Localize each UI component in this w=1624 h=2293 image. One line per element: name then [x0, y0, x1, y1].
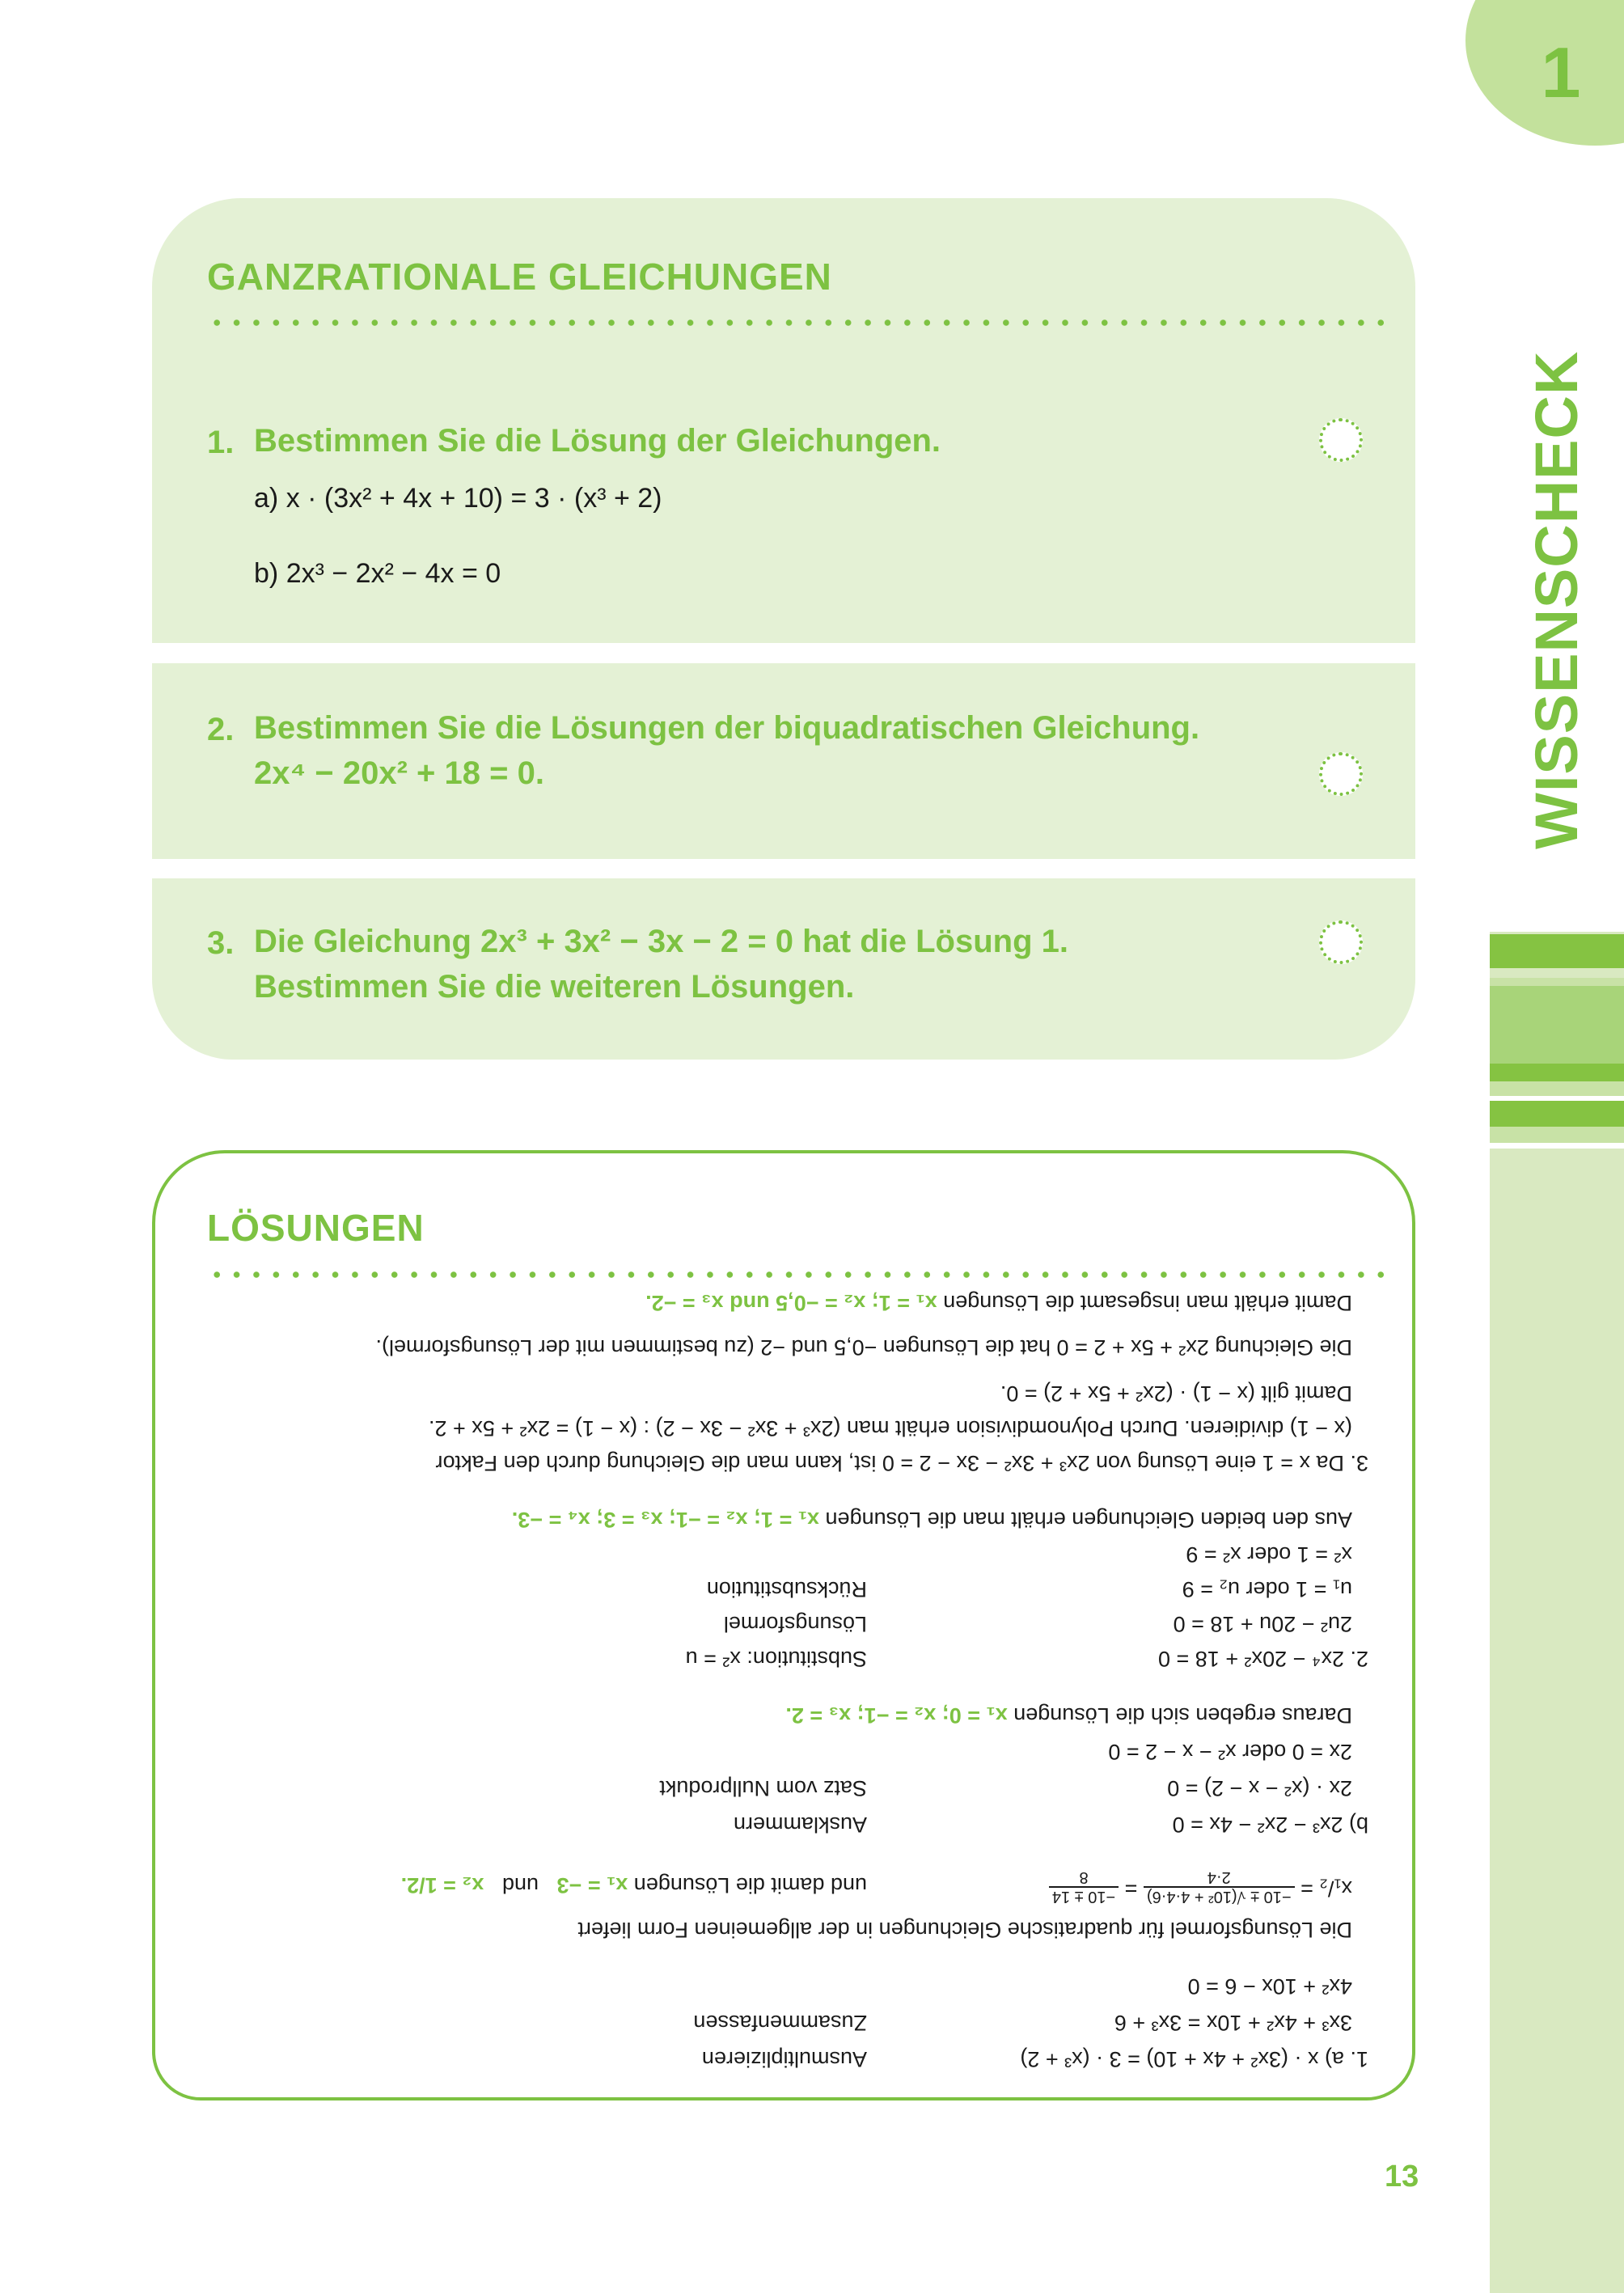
side-strip	[1490, 968, 1624, 978]
solution-line: x² = 1 oder x² = 9	[1186, 1542, 1352, 1567]
dotted-divider	[207, 319, 1391, 327]
side-strip	[1490, 1064, 1624, 1081]
fraction: −10 ± √(10² + 4·4·6) 2·4	[1144, 1868, 1295, 1906]
solution-text: Die Lösungsformel für quadratische Gleichungen in der allgemeinen Form liefert	[577, 1918, 1352, 1942]
solution-formula: x₁/₂ = −10 ± √(10² + 4·4·6) 2·4 = −10 ± 14 8	[1049, 1868, 1352, 1906]
question-text-2: Bestimmen Sie die weiteren Lösungen.	[254, 969, 855, 1005]
question-text: Bestimmen Sie die Lösung der Gleichungen.	[254, 423, 941, 459]
part-label: a)	[254, 483, 279, 514]
side-strip	[1490, 1101, 1624, 1127]
self-check-circle-icon[interactable]	[1319, 920, 1363, 964]
side-title-wissenscheck: WISSENSCHECK	[1523, 350, 1590, 849]
solution-line: 4x² + 10x − 6 = 0	[1187, 1974, 1352, 1999]
side-strip	[1490, 986, 1624, 1064]
solution-result: Daraus ergeben sich die Lösungen x₁ = 0; x₂ = −1; x₃ = 2.	[785, 1703, 1352, 1728]
side-strip	[1490, 1149, 1624, 2293]
question-equation: 2x⁴ − 20x² + 18 = 0.	[254, 755, 544, 791]
question-card-1	[152, 198, 1415, 643]
solution-hint: Lösungsformel	[723, 1612, 867, 1636]
solution-hint: Rücksubstitution	[706, 1577, 867, 1601]
question-part-a	[254, 483, 662, 514]
solution-line: u₁ = 1 oder u₂ = 9	[1182, 1577, 1352, 1601]
solution-hint: Ausmultiplizieren	[701, 2047, 867, 2071]
solution-result: Aus den beiden Gleichungen erhält man die Lösungen x₁ = 1; x₂ = −1; x₃ = 3; x₄ = −3.	[511, 1508, 1352, 1532]
solution-line: 3. Da x = 1 eine Lösung von 2x³ + 3x² − 3x − 2 = 0 ist, kann man die Gleichung durch den Faktor	[435, 1451, 1368, 1475]
question-card-2	[152, 663, 1415, 859]
solution-line: Die Gleichung 2x² + 5x + 2 = 0 hat die Lösungen −0,5 und −2 (zu bestimmen mit der Lösungsformel).	[375, 1335, 1352, 1360]
side-strip	[1490, 1127, 1624, 1143]
page-number: 13	[1385, 2160, 1419, 2194]
solution-hint: Zusammenfassen	[693, 2011, 867, 2035]
solution-line: 2x = 0 oder x² − x − 2 = 0	[1108, 1740, 1352, 1764]
solution-line: 3x³ + 4x² + 10x = 3x³ + 6	[1114, 2011, 1352, 2035]
solutions-content-rotated	[204, 1275, 1368, 2075]
section-title: GANZRATIONALE GLEICHUNGEN	[207, 256, 832, 298]
solutions-title: LÖSUNGEN	[207, 1207, 425, 1249]
part-equation: 2x³ − 2x² − 4x = 0	[285, 558, 501, 589]
part-label: b)	[254, 558, 279, 589]
question-card-3	[152, 878, 1415, 1060]
question-part-b	[254, 558, 501, 590]
solution-hint: Satz vom Nullprodukt	[659, 1776, 867, 1800]
question-text: Bestimmen Sie die Lösungen der biquadratischen Gleichung.	[254, 710, 1200, 746]
question-number: 1.	[207, 425, 235, 460]
chapter-number: 1	[1541, 32, 1581, 112]
question-number: 2.	[207, 712, 235, 747]
solution-line: 2. 2x⁴ − 20x² + 18 = 0	[1157, 1647, 1368, 1671]
solution-line: b) 2x³ − 2x² − 4x = 0	[1172, 1813, 1368, 1837]
solution-hint: Substitution: x² = u	[685, 1647, 867, 1671]
side-strip	[1490, 1081, 1624, 1096]
self-check-circle-icon[interactable]	[1319, 418, 1363, 462]
question-text: Die Gleichung 2x³ + 3x² − 3x − 2 = 0 hat die Lösung 1.	[254, 924, 1069, 959]
solution-line: 2u² − 20u + 18 = 0	[1173, 1612, 1352, 1636]
solution-line: (x − 1) dividieren. Durch Polynomdivision erhält man (2x³ + 3x² − 3x − 2) : (x − 1) = 2x² + 5x + 2.	[429, 1416, 1352, 1441]
part-equation: x · (3x² + 4x + 10) = 3 · (x³ + 2)	[285, 483, 662, 514]
question-number: 3.	[207, 925, 235, 961]
solution-line: 2x · (x² − x − 2) = 0	[1167, 1776, 1352, 1800]
side-strip	[1490, 978, 1624, 986]
solution-line: 1. a) x · (3x² + 4x + 10) = 3 · (x³ + 2)	[1020, 2047, 1368, 2071]
solution-result: Damit erhält man insgesamt die Lösungen x₁ = 1; x₂ = −0,5 und x₃ = −2.	[645, 1291, 1352, 1315]
self-check-circle-icon[interactable]	[1319, 752, 1363, 796]
solution-hint: Ausklammern	[733, 1813, 867, 1837]
fraction: −10 ± 14 8	[1049, 1868, 1119, 1906]
solution-line: Damit gilt (x − 1) · (2x² + 5x + 2) = 0.	[1000, 1381, 1352, 1406]
solutions-box	[152, 1150, 1415, 2101]
solution-result: und damit die Lösungen x₁ = −3 und x₂ = 1/2.	[400, 1873, 867, 1897]
